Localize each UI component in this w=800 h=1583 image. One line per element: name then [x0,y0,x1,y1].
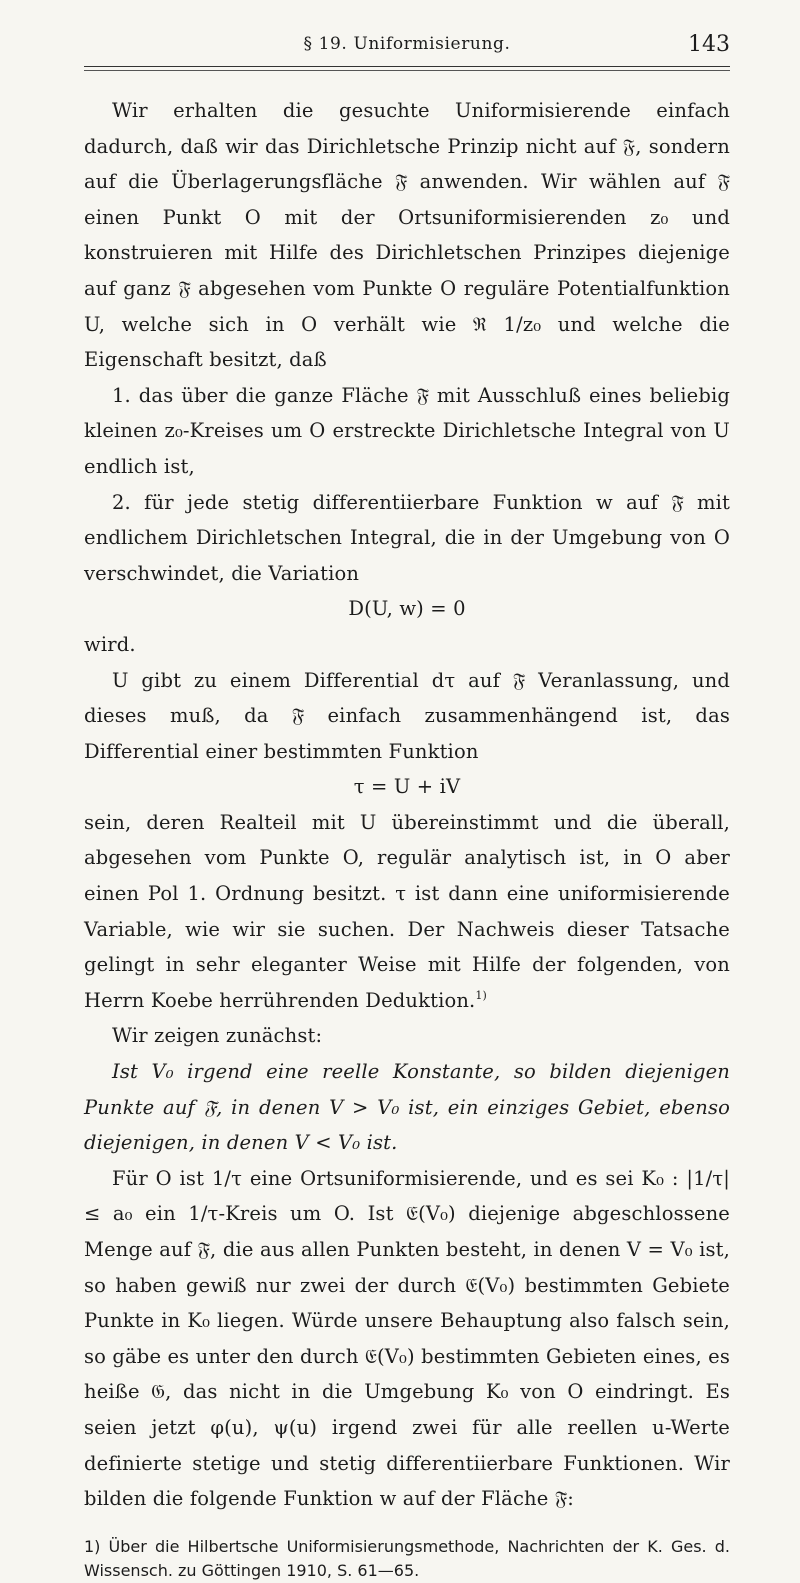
header-rule-thin [84,70,730,71]
equation-tau: τ = U + iV [353,775,461,799]
paragraph-wird: wird. [84,632,136,656]
footnote: 1) Über die Hilbertsche Uniformisierungsmethode, Nachrichten der K. Ges. d. Wissensch. zu Göttingen 1910, S. 61—65. [84,1536,730,1580]
theorem-statement: Ist V₀ irgend eine reelle Konstante, so bilden diejenigen Punkte auf 𝔉̃, in denen V > V₀ ist, ein einziges Gebiet, ebenso diejenigen, in denen V < V₀ ist. [84,1060,730,1155]
equation-variation: D(U, w) = 0 [348,597,466,621]
main-text [84,93,730,1517]
condition-1: 1. das über die ganze Fläche 𝔉̃ mit Ausschluß eines beliebig kleinen z₀-Kreises um O erstreckte Dirichletsche Integral von U endlich ist, [84,383,730,478]
header-rule [84,66,730,67]
paragraph-1: Wir erhalten die gesuchte Uniformisierende einfach dadurch, daß wir das Dirichletsche Prinzip nicht auf 𝔉, sondern auf die Überlagerungsfläche 𝔉̃ anwenden. Wir wählen auf 𝔉̃ einen Punkt O mit der Ortsuniformisierenden z₀ und konstruieren mit Hilfe des Dirichletschen Prinzipes diejenige auf ganz 𝔉̃ abgesehen vom Punkte O reguläre Potentialfunktion U, welche sich in O verhält wie ℜ 1/z₀ und welche die Eigenschaft besitzt, daß [84,99,730,372]
running-header [84,34,730,64]
section-title: § 19. Uniformisierung. [303,34,511,54]
paragraph-zeigen: Wir zeigen zunächst: [112,1024,323,1048]
condition-2: 2. für jede stetig differentiierbare Funktion w auf 𝔉̃ mit endlichem Dirichletschen Integral, die in der Umgebung von O verschwindet, die Variation [84,490,730,585]
page-number: 143 [688,32,730,57]
paragraph-pol-text: sein, deren Realteil mit U übereinstimmt und die überall, abgesehen vom Punkte O, regulär analytisch ist, in O aber einen Pol 1. Ordnung besitzt. τ ist dann eine uniformisierende Variable, wie wir sie suchen. Der Nachweis dieser Tatsache gelingt in sehr eleganter Weise mit Hilfe der folgenden, von Herrn Koebe herrührenden Deduktion. [84,810,730,1012]
paragraph-proof: Für O ist 1/τ eine Ortsuniformisierende, und es sei K₀ : |1/τ| ≤ a₀ ein 1/τ-Kreis um O. Ist 𝔈(V₀) diejenige abgeschlossene Menge auf 𝔉̃, die aus allen Punkten besteht, in denen V = V₀ ist, so haben gewiß nur zwei der durch 𝔈(V₀) bestimmten Gebiete Punkte in K₀ liegen. Würde unsere Behauptung also falsch sein, so gäbe es unter den durch 𝔈(V₀) bestimmten Gebieten eines, es heiße 𝔊, das nicht in die Umgebung K₀ von O eindringt. Es seien jetzt φ(u), ψ(u) irgend zwei für alle reellen u-Werte definierte stetige und stetig differentiierbare Funktionen. Wir bilden die folgende Funktion w auf der Fläche 𝔉̃: [84,1166,730,1511]
paragraph-differential: U gibt zu einem Differential dτ auf 𝔉̃ Veranlassung, und dieses muß, da 𝔉̃ einfach zusammenhängend ist, das Differential einer bestimmten Funktion [84,668,730,763]
paragraph-pol [84,805,730,1019]
footnote-reference: 1) [475,988,487,1002]
